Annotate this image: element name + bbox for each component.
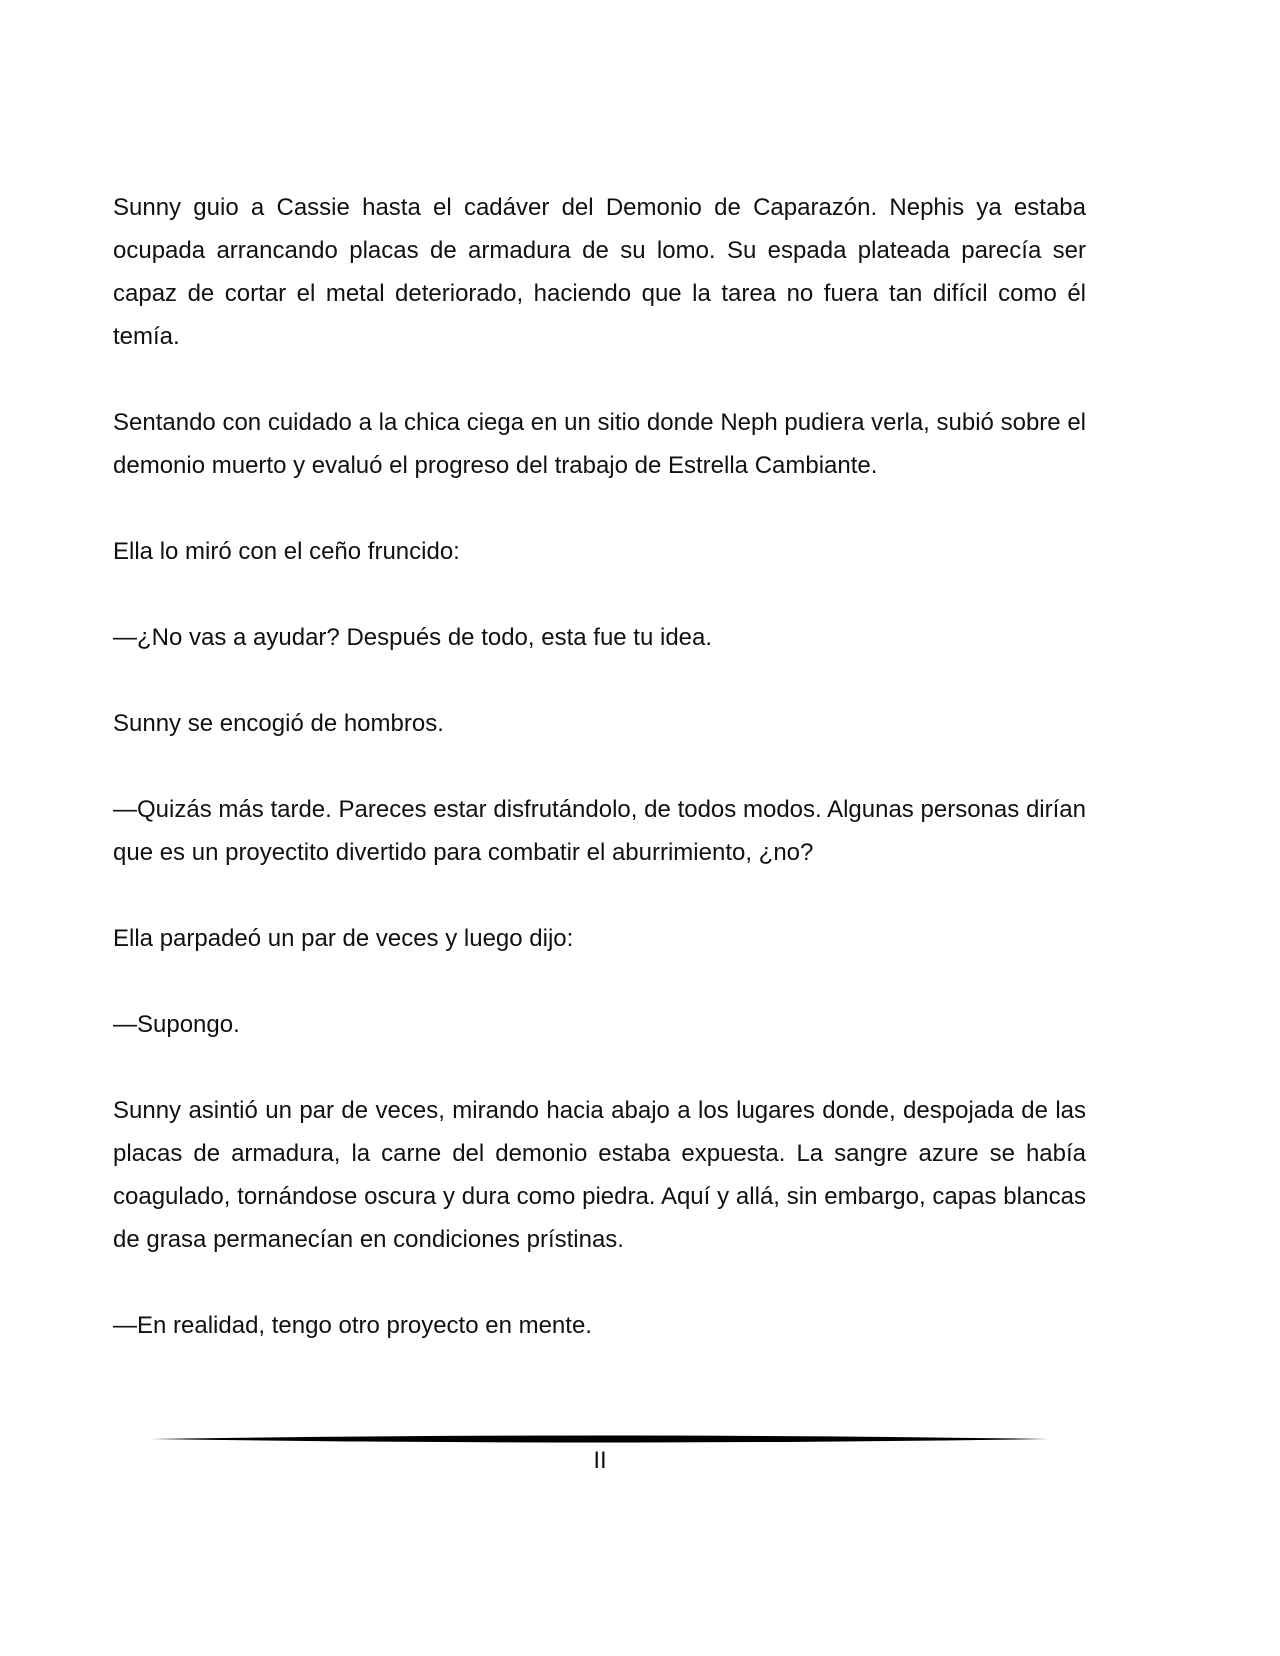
paragraph: Sunny guio a Cassie hasta el cadáver del Demonio de Caparazón. Nephis ya estaba ocupada arrancando placas de armadura de su lomo. Su espada plateada parecía ser capaz de cortar el metal deteriorado, haciendo que la tarea no fuera tan difícil como él temía. [113,194,1086,350]
page-body [113,186,1086,1390]
paragraph: Sunny se encogió de hombros. [113,710,444,737]
page-number: II [593,1447,607,1474]
paragraph: Sentando con cuidado a la chica ciega en un sitio donde Neph pudiera verla, subió sobre el demonio muerto y evaluó el progreso del trabajo de Estrella Cambiante. [113,409,1086,479]
paragraph: —Quizás más tarde. Pareces estar disfrutándolo, de todos modos. Algunas personas dirían que es un proyectito divertido para combatir el aburrimiento, ¿no? [113,796,1086,866]
paragraph: —Supongo. [113,1011,240,1038]
paragraph: Sunny asintió un par de veces, mirando hacia abajo a los lugares donde, despojada de las placas de armadura, la carne del demonio estaba expuesta. La sangre azure se había coagulado, tornándose oscura y dura como piedra. Aquí y allá, sin embargo, capas blancas de grasa permanecían en condiciones prístinas. [113,1097,1086,1253]
paragraph: Ella lo miró con el ceño fruncido: [113,538,460,565]
footer-divider [152,1434,1048,1444]
paragraph: —En realidad, tengo otro proyecto en mente. [113,1312,592,1339]
paragraph: —¿No vas a ayudar? Después de todo, esta fue tu idea. [113,624,713,651]
paragraph: Ella parpadeó un par de veces y luego dijo: [113,925,574,952]
